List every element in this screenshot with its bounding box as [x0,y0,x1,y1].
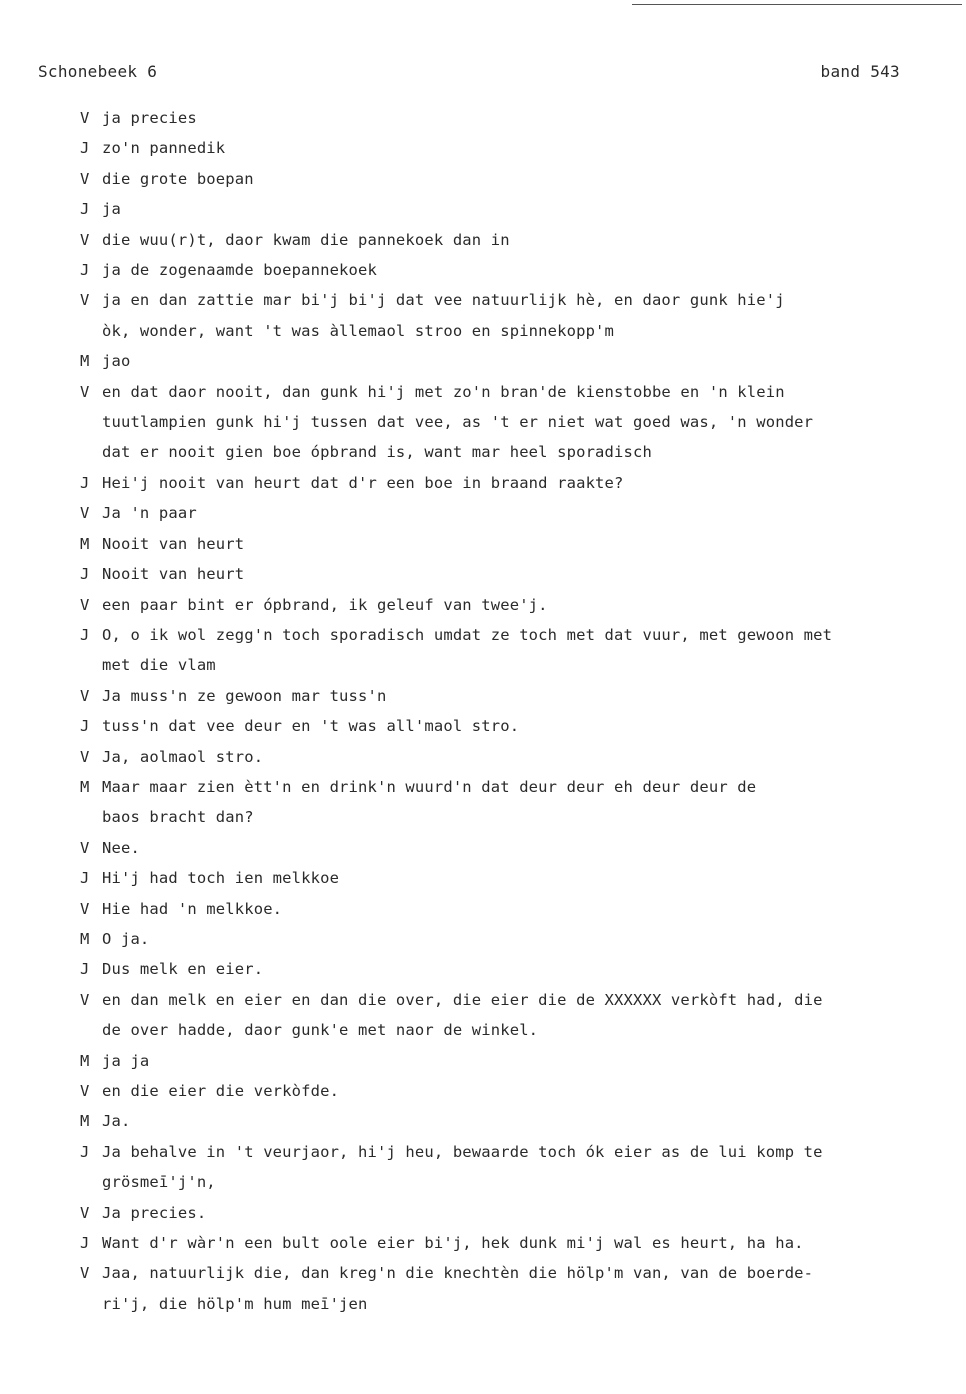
line-text: Jaa, natuurlijk die, dan kreg'n die knechtèn die hölp'm van, van de boerde- [102,1264,814,1283]
transcript-line [80,559,920,589]
line-text: Hi'j had toch ien melkkoe [102,869,340,888]
transcript-line [80,1228,920,1258]
line-text: de over hadde, daor gunk'e met naor de winkel. [102,1021,539,1040]
transcript-line [80,954,920,984]
line-text: een paar bint er ópbrand, ik geleuf van twee'j. [102,595,548,614]
transcript-line [80,833,920,863]
speaker-label: J [80,625,90,644]
top-rule [632,4,962,5]
line-text: grösmeī'j'n, [102,1173,216,1192]
transcript-line [80,164,920,194]
continuation-line [80,650,920,680]
header-band: band 543 [820,62,900,81]
line-text: en die eier die verkòfde. [102,1082,340,1100]
continuation-line [80,1015,920,1045]
speaker-label: V [80,1264,90,1283]
line-text: tuutlampien gunk hi'j tussen dat vee, as 't er niet wat goed was, 'n wonder [102,413,814,432]
speaker-label: J [80,473,90,492]
line-text: Hei'j nooit van heurt dat d'r een boe in braand raakte? [102,473,624,492]
speaker-label: V [80,747,90,766]
transcript-line [80,194,920,224]
transcript-line [80,1137,920,1167]
line-text: Ja behalve in 't veurjaor, hi'j heu, bewaarde toch ók eier as de lui komp te [102,1142,823,1161]
transcript [80,103,920,1319]
continuation-line [80,1289,920,1319]
transcript-line [80,1046,920,1076]
transcript-line [80,103,920,133]
transcript-line [80,377,920,407]
speaker-label: V [80,838,90,857]
speaker-label: J [80,139,90,158]
speaker-label: M [80,1112,90,1131]
line-text: en dan melk en eier en dan die over, die eier die de XXXXXX verkòft had, die [102,990,823,1009]
transcript-line [80,468,920,498]
line-text: òk, wonder, want 't was àllemaol stroo en spinnekopp'm [102,321,615,340]
line-text: Ja, aolmaol stro. [102,747,264,766]
continuation-line [80,407,920,437]
continuation-line [80,1167,920,1197]
speaker-label: V [80,899,90,918]
transcript-line [80,681,920,711]
transcript-line [80,346,920,376]
line-text: ja ja [102,1051,150,1070]
line-text: ri'j, die hölp'm hum meī'jen [102,1294,368,1313]
line-text: Ja muss'n ze gewoon mar tuss'n [102,686,387,705]
speaker-label: V [80,109,90,127]
speaker-label: M [80,929,90,948]
speaker-label: M [80,777,90,796]
line-text: O, o ik wol zegg'n toch sporadisch umdat ze toch met dat vuur, met gewoon met [102,625,833,644]
speaker-label: V [80,990,90,1009]
transcript-line [80,620,920,650]
line-text: die grote boepan [102,169,254,188]
line-text: ja en dan zattie mar bi'j bi'j dat vee natuurlijk hè, en daor gunk hie'j [102,291,785,310]
speaker-label: J [80,869,90,888]
speaker-label: M [80,1051,90,1070]
transcript-line [80,133,920,163]
continuation-line [80,437,920,467]
line-text: ja [102,200,121,219]
speaker-label: V [80,382,90,401]
line-text: met die vlam [102,656,216,675]
line-text: Ja 'n paar [102,504,197,523]
speaker-label: V [80,1082,90,1100]
line-text: Hie had 'n melkkoe. [102,899,283,918]
transcript-line [80,742,920,772]
line-text: zo'n pannedik [102,139,226,158]
speaker-label: M [80,534,90,553]
line-text: en dat daor nooit, dan gunk hi'j met zo'n bran'de kienstobbe en 'n klein [102,382,785,401]
speaker-label: J [80,1142,90,1161]
line-text: Ja. [102,1112,131,1131]
speaker-label: J [80,261,90,280]
transcript-line [80,498,920,528]
transcript-line [80,1106,920,1136]
line-text: tuss'n dat vee deur en 't was all'maol stro. [102,717,520,736]
transcript-line [80,225,920,255]
line-text: O ja. [102,929,150,948]
speaker-label: V [80,686,90,705]
line-text: baos bracht dan? [102,808,254,827]
transcript-line [80,772,920,802]
speaker-label: J [80,565,90,584]
line-text: Nooit van heurt [102,565,245,584]
speaker-label: J [80,960,90,979]
speaker-label: J [80,1234,90,1253]
speaker-label: J [80,717,90,736]
line-text: Nooit van heurt [102,534,245,553]
transcript-line [80,255,920,285]
transcript-line [80,1076,920,1106]
continuation-line [80,802,920,832]
transcript-line [80,590,920,620]
speaker-label: M [80,352,90,371]
line-text: jao [102,352,131,371]
line-text: Nee. [102,838,140,857]
continuation-line [80,316,920,346]
transcript-line [80,529,920,559]
speaker-label: V [80,230,90,249]
speaker-label: V [80,504,90,523]
transcript-line [80,894,920,924]
line-text: dat er nooit gien boe ópbrand is, want mar heel sporadisch [102,443,652,462]
line-text: Dus melk en eier. [102,960,264,979]
header-title: Schonebeek 6 [38,62,158,81]
transcript-line [80,1198,920,1228]
line-text: ja de zogenaamde boepannekoek [102,261,377,280]
line-text: die wuu(r)t, daor kwam die pannekoek dan in [102,230,510,249]
line-text: Ja precies. [102,1203,207,1222]
transcript-line [80,1258,920,1288]
transcript-line [80,924,920,954]
line-text: ja precies [102,109,197,127]
speaker-label: V [80,595,90,614]
speaker-label: V [80,169,90,188]
speaker-label: J [80,200,90,219]
line-text: Want d'r wàr'n een bult oole eier bi'j, hek dunk mi'j wal es heurt, ha ha. [102,1234,804,1253]
transcript-line [80,285,920,315]
speaker-label: V [80,291,90,310]
line-text: Maar maar zien ètt'n en drink'n wuurd'n dat deur deur eh deur deur de [102,777,757,796]
speaker-label: V [80,1203,90,1222]
transcript-line [80,863,920,893]
transcript-line [80,711,920,741]
transcript-line [80,985,920,1015]
